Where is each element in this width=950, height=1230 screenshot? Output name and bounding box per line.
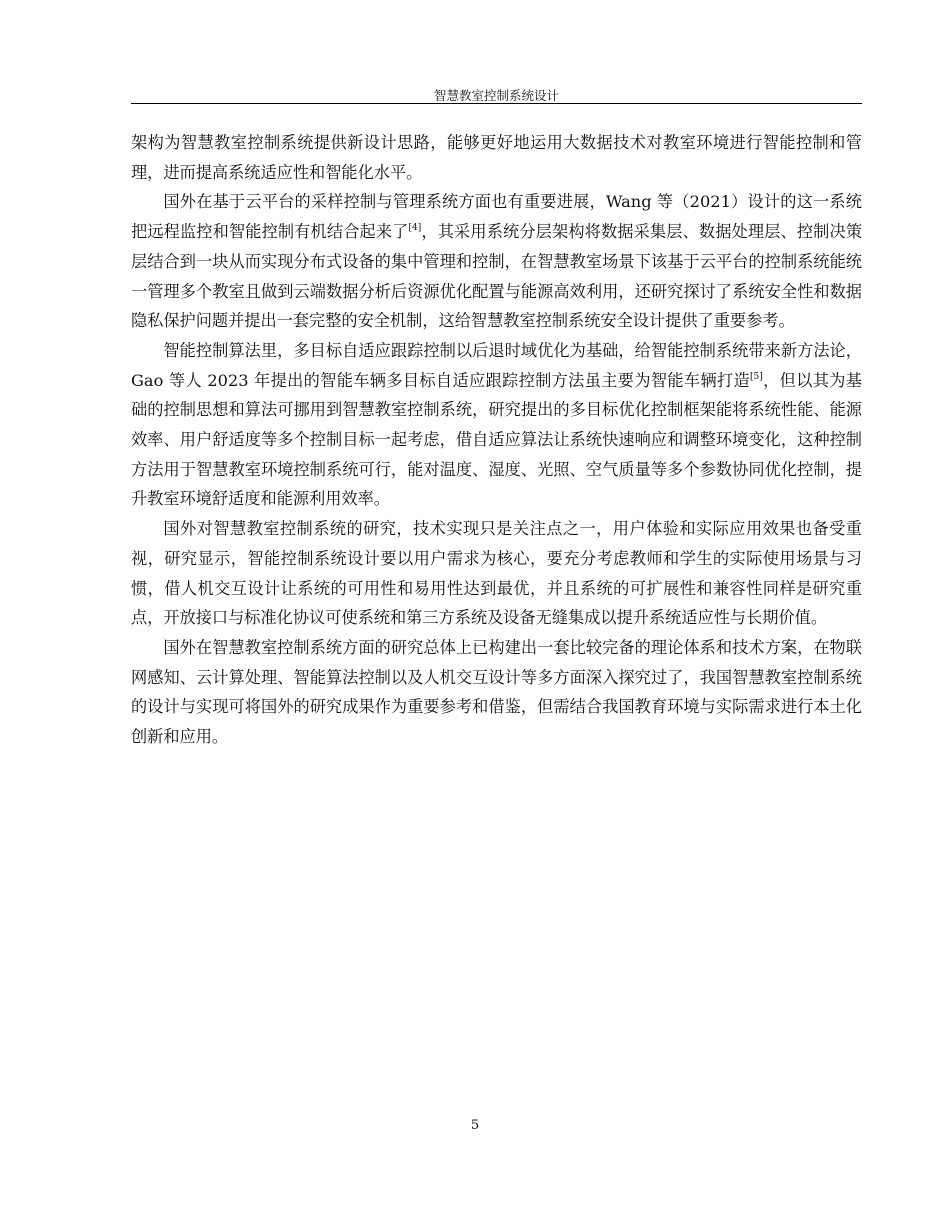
header-rule xyxy=(131,103,862,104)
running-header: 智慧教室控制系统设计 xyxy=(433,88,559,103)
paragraph-summary: 国外在智慧教室控制系统方面的研究总体上已构建出一套比较完备的理论体系和技术方案，在物联网感知、云计算处理、智能算法控制以及人机交互设计等多方面深入探究过了，我国智慧教室控制系统的设计与实现可将国外的研究成果作为重要参考和借鉴，但需结合我国教育环境与实际需求进行本土化创新和应用。 xyxy=(131,637,862,747)
paragraph-continuation: 架构为智慧教室控制系统提供新设计思路，能够更好地运用大数据技术对教室环境进行智能控制和管理，进而提高系统适应性和智能化水平。 xyxy=(131,133,862,182)
citation-5: [5] xyxy=(750,371,763,382)
paragraph-control-algorithm xyxy=(131,336,862,514)
paragraph-text: ，其采用系统分层架构将数据采集层、数据处理层、控制决策层结合到一块从而实现分布式设备的集中管理和控制，在智慧教室场景下该基于云平台的控制系统能统一管理多个教室且做到云端数据分析后资源优化配置与能源高效利用，还研究探讨了系统安全性和数据隐私保护问题并提出一套完整的安全机制，这给智慧教室控制系统安全设计提供了重要参考。 xyxy=(131,222,863,331)
paragraph-text: 国外在基于云平台的采样控制与管理系统方面也有重要进展，Wang 等（2021）设计的这一系统把远程监控和智能控制有机结合起来了 xyxy=(131,192,862,242)
page-number: 5 xyxy=(470,1118,480,1133)
paragraph-user-experience: 国外对智慧教室控制系统的研究，技术实现只是关注点之一，用户体验和实际应用效果也备受重视，研究显示，智能控制系统设计要以用户需求为核心，要充分考虑教师和学生的实际使用场景与习惯，借人机交互设计让系统的可用性和易用性达到最优，并且系统的可扩展性和兼容性同样是研究重点，开放接口与标准化协议可使系统和第三方系统及设备无缝集成以提升系统适应性与长期价值。 xyxy=(131,519,862,628)
paragraph-text: ，但以其为基础的控制思想和算法可挪用到智慧教室控制系统，研究提出的多目标优化控制框架能将系统性能、能源效率、用户舒适度等多个控制目标一起考虑，借自适应算法让系统快速响应和调整环境变化，这种控制方法用于智慧教室环境控制系统可行，能对温度、湿度、光照、空气质量等多个参数协同优化控制，提升教室环境舒适度和能源利用效率。 xyxy=(131,370,862,509)
paragraph-text: 智能控制算法里，多目标自适应跟踪控制以后退时域优化为基础，给智能控制系统带来新方法论，Gao 等人 2023 年提出的智能车辆多目标自适应跟踪控制方法虽主要为智能车辆打造 xyxy=(131,340,862,390)
paragraph-cloud-platform xyxy=(131,187,862,336)
citation-4: [4] xyxy=(408,223,422,234)
body-text xyxy=(131,128,862,752)
